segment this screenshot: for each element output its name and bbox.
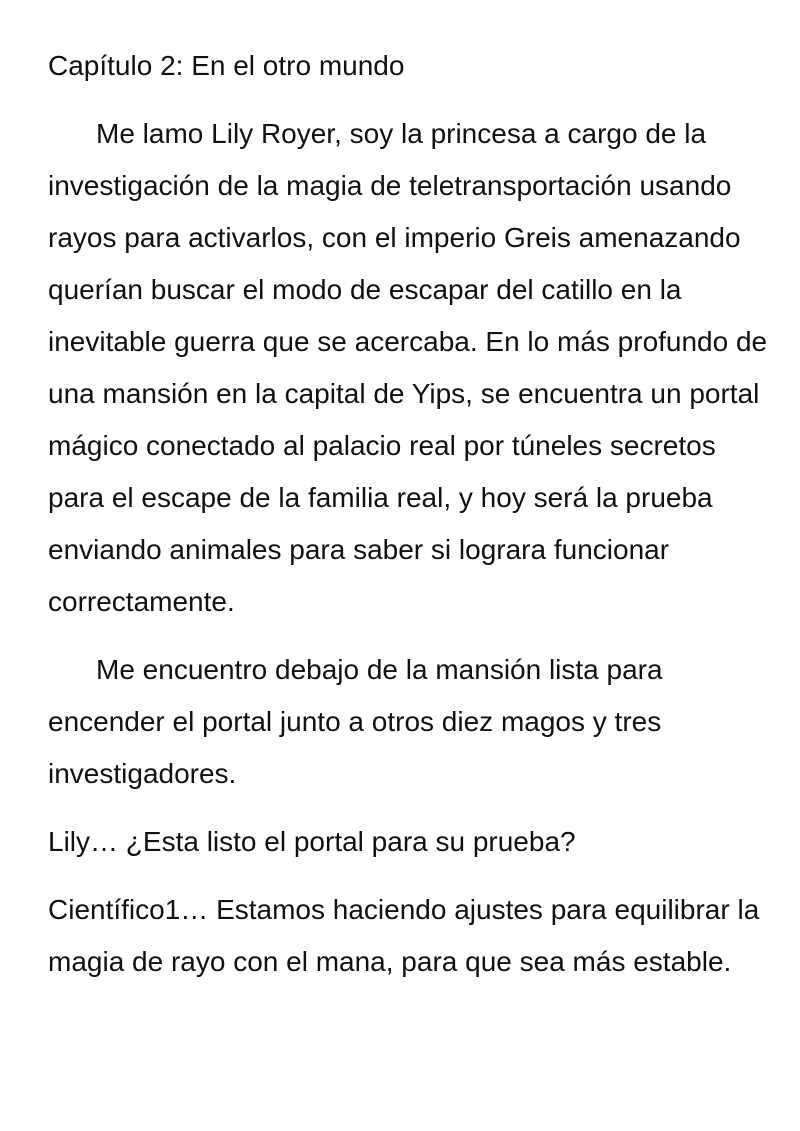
paragraph-narration-2: Me encuentro debajo de la mansión lista para encender el portal junto a otros diez magos y tres investigadores. bbox=[48, 654, 663, 789]
chapter-title: Capítulo 2: En el otro mundo bbox=[48, 50, 405, 81]
paragraph-narration-1: Me lamo Lily Royer, soy la princesa a cargo de la investigación de la magia de teletransportación usando rayos para activarlos, con el imperio Greis amenazando querían buscar el modo de escapar del catillo en la inevitable guerra que se acercaba. En lo más profundo de una mansión en la capital de Yips, se encuentra un portal mágico conectado al palacio real por túneles secretos para el escape de la familia real, y hoy será la prueba enviando animales para saber si lograra funcionar correctamente. bbox=[48, 118, 768, 617]
dialogue-line-scientist: Científico1… Estamos haciendo ajustes para equilibrar la magia de rayo con el mana, para que sea más estable. bbox=[48, 894, 760, 977]
document-page bbox=[48, 40, 768, 1004]
dialogue-line-lily: Lily… ¿Esta listo el portal para su prueba? bbox=[48, 826, 576, 857]
